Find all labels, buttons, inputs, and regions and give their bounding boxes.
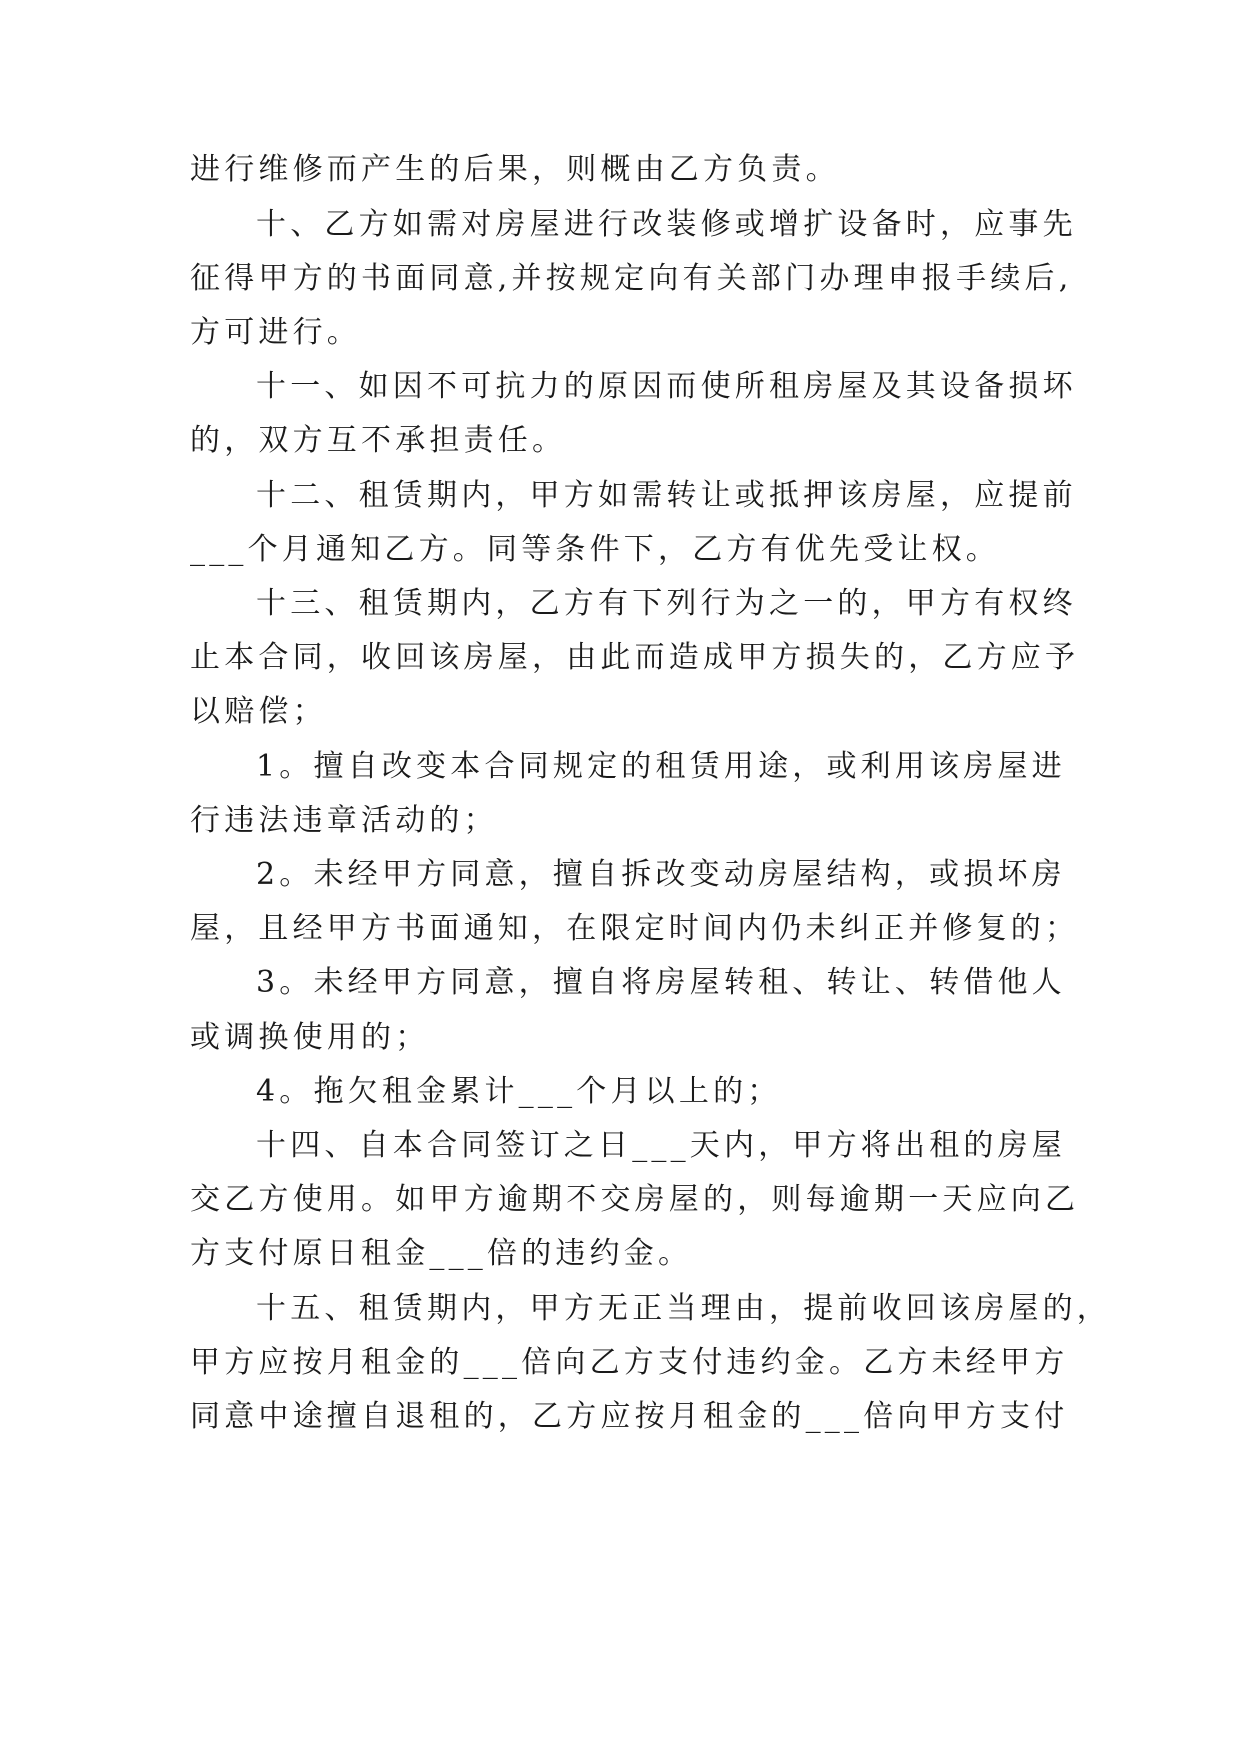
text-line: 十二、租赁期内，甲方如需转让或抵押该房屋，应提前 bbox=[256, 478, 1077, 513]
text-line: 止本合同，收回该房屋，由此而造成甲方损失的，乙方应予 bbox=[190, 640, 1080, 675]
text-line: 2。未经甲方同意，擅自拆改变动房屋结构，或损坏房 bbox=[256, 857, 1066, 892]
text-line: 以赔偿； bbox=[190, 694, 327, 729]
text-line: 的，双方互不承担责任。 bbox=[190, 423, 567, 458]
text-line: 屋，且经甲方书面通知，在限定时间内仍未纠正并修复的； bbox=[190, 911, 1080, 946]
text-line: 1。擅自改变本合同规定的租赁用途，或利用该房屋进 bbox=[256, 749, 1066, 784]
text-line: 行违法违章活动的； bbox=[190, 803, 498, 838]
text-line: 十四、自本合同签订之日___天内，甲方将出租的房屋 bbox=[256, 1128, 1066, 1163]
text-line: 进行维修而产生的后果，则概由乙方负责。 bbox=[190, 152, 840, 187]
text-line: 4。拖欠租金累计___个月以上的； bbox=[256, 1074, 782, 1109]
text-line: 征得甲方的书面同意,并按规定向有关部门办理申报手续后, bbox=[190, 261, 1073, 296]
text-line: 同意中途擅自退租的，乙方应按月租金的___倍向甲方支付 bbox=[190, 1399, 1069, 1434]
text-line: 方可进行。 bbox=[190, 315, 361, 350]
text-line: 3。未经甲方同意，擅自将房屋转租、转让、转借他人 bbox=[256, 965, 1066, 1000]
text-line: ___个月通知乙方。同等条件下，乙方有优先受让权。 bbox=[190, 532, 1000, 567]
text-line: 甲方应按月租金的___倍向乙方支付违约金。乙方未经甲方 bbox=[190, 1345, 1069, 1380]
text-line: 十五、租赁期内，甲方无正当理由，提前收回该房屋的， bbox=[256, 1291, 1111, 1326]
text-line: 或调换使用的； bbox=[190, 1020, 430, 1055]
text-line: 交乙方使用。如甲方逾期不交房屋的，则每逾期一天应向乙 bbox=[190, 1182, 1080, 1217]
text-line: 十三、租赁期内，乙方有下列行为之一的，甲方有权终 bbox=[256, 586, 1077, 621]
text-line: 十、乙方如需对房屋进行改装修或增扩设备时，应事先 bbox=[256, 207, 1077, 242]
text-line: 方支付原日租金___倍的违约金。 bbox=[190, 1236, 693, 1271]
text-line: 十一、如因不可抗力的原因而使所租房屋及其设备损坏 bbox=[256, 369, 1077, 404]
